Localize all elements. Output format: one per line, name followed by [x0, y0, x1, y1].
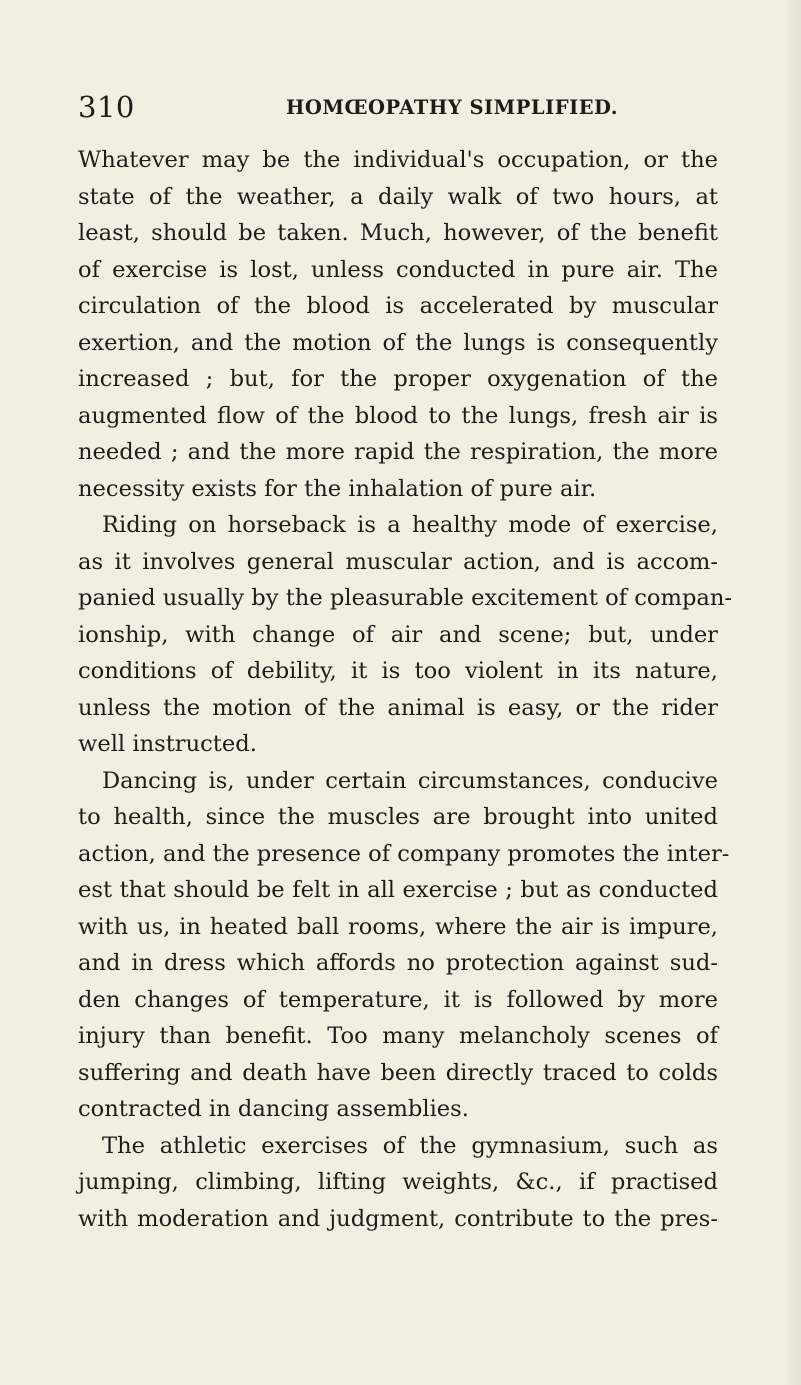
text-line: den changes of temperature, it is followed by more: [78, 986, 718, 1013]
text-line: unless the motion of the animal is easy, or the rider: [78, 694, 718, 721]
text-line: least, should be taken. Much, however, of the benefit: [78, 220, 718, 246]
text-line: necessity exists for the inhalation of pure air.: [78, 475, 597, 502]
text-line: Whatever may be the individual's occupation, or the: [78, 147, 718, 173]
text-line: as it involves general muscular action, and is accom-: [78, 548, 718, 575]
text-line: The athletic exercises of the gymnasium, such as: [102, 1132, 718, 1159]
text-line: with us, in heated ball rooms, where the air is impure,: [78, 913, 718, 940]
text-line: contracted in dancing assemblies.: [78, 1096, 469, 1122]
text-line: ionship, with change of air and scene; but, under: [78, 621, 718, 648]
text-line: to health, since the muscles are brought into united: [78, 804, 718, 830]
text-line: panied usually by the pleasurable excitement of compan-: [78, 585, 733, 611]
page-number: 310: [78, 90, 135, 124]
text-line: exertion, and the motion of the lungs is consequently: [78, 329, 718, 356]
text-line: with moderation and judgment, contribute to the pres-: [78, 1205, 718, 1232]
text-line: suffering and death have been directly traced to colds: [78, 1059, 718, 1086]
text-line: of exercise is lost, unless conducted in pure air. The: [78, 256, 718, 283]
text-line: injury than benefit. Too many melancholy scenes of: [78, 1023, 718, 1049]
page-edge-shadow: [783, 0, 801, 1385]
text-line: est that should be felt in all exercise ; but as conducted: [78, 877, 718, 903]
text-line: well instructed.: [78, 731, 257, 757]
text-line: jumping, climbing, lifting weights, &c., if practised: [78, 1169, 718, 1195]
running-title: HOMŒOPATHY SIMPLIFIED.: [286, 96, 619, 119]
text-line: state of the weather, a daily walk of two hours, at: [78, 183, 718, 210]
text-line: circulation of the blood is accelerated by muscular: [78, 293, 718, 319]
text-line: conditions of debility, it is too violent in its nature,: [78, 658, 718, 684]
text-line: augmented flow of the blood to the lungs, fresh air is: [78, 402, 718, 429]
page-header: [78, 88, 718, 132]
body-text: [78, 142, 733, 1237]
text-line: and in dress which affords no protection against sud-: [78, 950, 718, 976]
text-line: Riding on horseback is a healthy mode of exercise,: [102, 512, 718, 538]
text-line: needed ; and the more rapid the respiration, the more: [78, 439, 718, 465]
text-line: action, and the presence of company promotes the inter-: [78, 840, 730, 867]
text-line: increased ; but, for the proper oxygenation of the: [78, 366, 718, 392]
text-line: Dancing is, under certain circumstances, conducive: [102, 767, 718, 794]
